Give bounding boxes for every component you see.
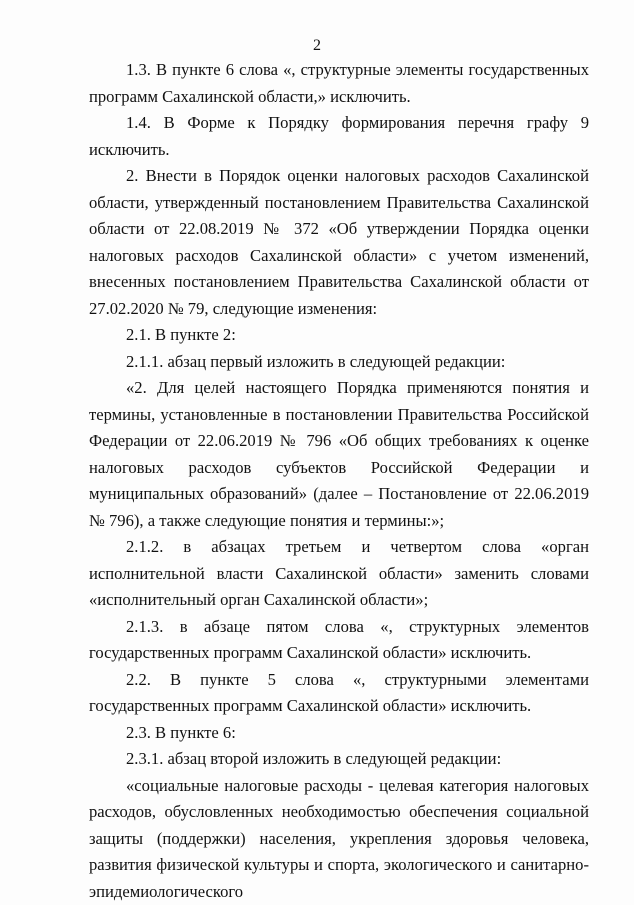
paragraph-2-1-2: 2.1.2. в абзацах третьем и четвертом слова «орган исполнительной власти Сахалинской области» заменить словами «исполнительный орган Сахалинской области»;: [89, 537, 589, 609]
paragraph-2-1: 2.1. В пункте 2:: [126, 325, 236, 344]
paragraph-2-3-1: 2.3.1. абзац второй изложить в следующей редакции:: [126, 749, 502, 768]
paragraph-quote-social-expenses: «социальные налоговые расходы - целевая категория налоговых расходов, обусловленных необходимостью обеспечения социальной защиты (поддержки) населения, укрепления здоровья человека, развития физической культуры и спорта, экологического и санитарно-эпидемиологического: [89, 775, 589, 901]
paragraph-2: 2. Внести в Порядок оценки налоговых расходов Сахалинской области, утвержденный постановлением Правительства Сахалинской области от 22.08.2019 № 372 «Об утверждении Порядка оценки налоговых расходов Сахалинской области» с учетом изменений, внесенных постановлением Правительства Сахалинской области от 27.02.2020 № 79, следующие изменения:: [89, 166, 589, 318]
paragraph-2-1-1: 2.1.1. абзац первый изложить в следующей редакции:: [126, 351, 506, 371]
paragraph-quote-definitions: «2. Для целей настоящего Порядка применяются понятия и термины, установленные в постановлении Правительства Российской Федерации от 22.06.2019 № 796 «Об общих требованиях к оценке налоговых расходов субъектов Российской Федерации и муниципальных образований» (далее – Постановление от 22.06.2019 № 796), а также следующие понятия и термины:»;: [89, 378, 589, 530]
page-number: 2: [313, 37, 321, 54]
document-body: [89, 57, 589, 905]
paragraph-2-1-3: 2.1.3. в абзаце пятом слова «, структурных элементов государственных программ Сахалинской области» исключить.: [89, 616, 589, 662]
paragraph-2-3: 2.3. В пункте 6:: [126, 722, 236, 742]
paragraph-2-2: 2.2. В пункте 5 слова «, структурными элементами государственных программ Сахалинской области» исключить.: [89, 669, 589, 715]
paragraph-1-3: 1.3. В пункте 6 слова «, структурные элементы государственных программ Сахалинской области,» исключить.: [89, 60, 589, 106]
paragraph-1-4: 1.4. В Форме к Порядку формирования перечня графу 9 исключить.: [89, 113, 589, 159]
